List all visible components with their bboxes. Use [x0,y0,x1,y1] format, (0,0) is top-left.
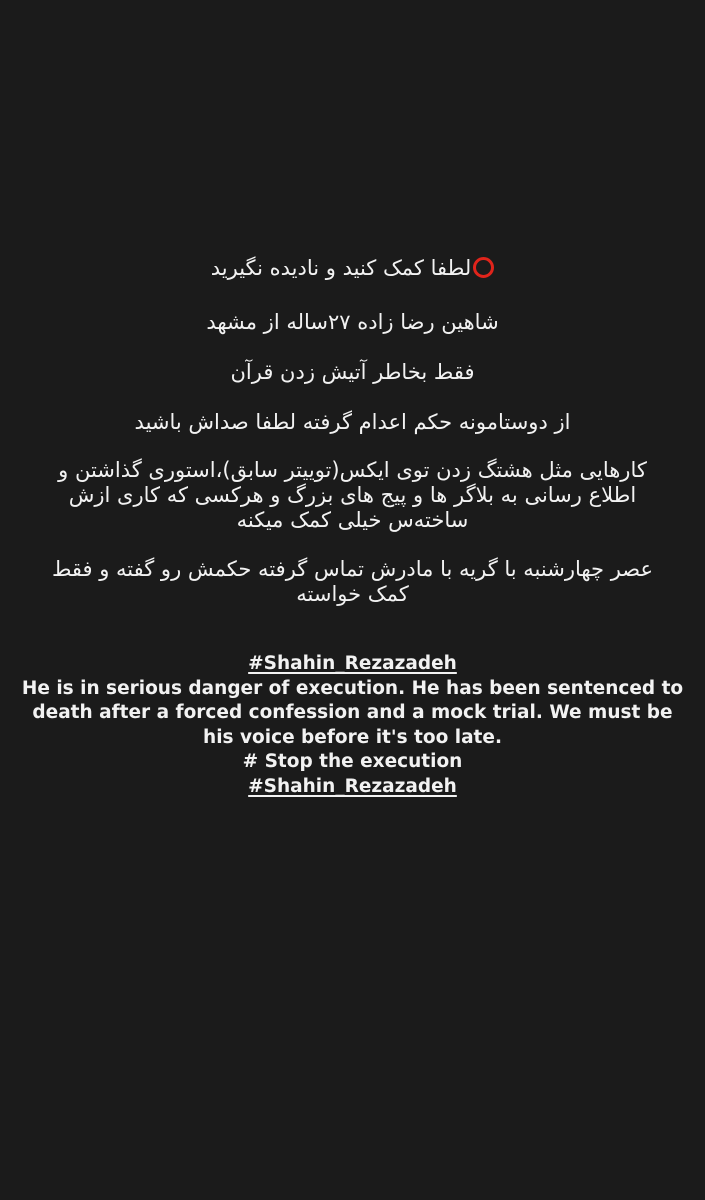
call-paragraph [30,557,675,607]
reason-text: فقط بخاطر آتیش زدن قرآن [230,360,475,384]
red-circle-icon [473,257,494,278]
plea-line [30,256,675,281]
actions-paragraph [30,458,675,533]
call-line: کمک خواسته [296,582,409,606]
actions-line: ساخته‌س خیلی کمک میکنه [236,508,469,532]
stop-execution-line: # Stop the execution [242,751,463,772]
hashtag-link-top[interactable]: #Shahin_Rezazadeh [248,653,457,674]
identity-line [30,310,675,335]
actions-line: کارهایی مثل هشتگ زدن توی ایکس(توییتر سابق)،استوری گذاشتن و [58,458,647,482]
english-line: his voice before it's too late. [203,726,502,748]
hashtag-link-bottom[interactable]: #Shahin_Rezazadeh [248,775,457,797]
sentence-line [30,410,675,435]
plea-text: لطفا کمک کنید و نادیده نگیرید [210,256,472,280]
english-line: death after a forced confession and a mock trial. We must be [32,702,673,723]
plea-text-row [30,256,675,281]
call-line: عصر چهارشنبه با گریه با مادرش تماس گرفته حکمش رو گفته و فقط [51,557,654,581]
actions-line: اطلاع رسانی به بلاگر ها و پیج های بزرگ و هرکسی که کاری ازش [68,483,637,507]
english-message [20,652,685,799]
sentence-text: از دوستامونه حکم اعدام گرفته لطفا صداش باشید [134,410,571,434]
hashtag-row-bottom [20,775,685,800]
english-line: He is in serious danger of execution. He has been sentenced to [21,677,684,699]
hashtag-row-top [20,652,685,677]
reason-line [30,360,675,385]
identity-text: شاهین رضا زاده ۲۷ساله از مشهد [206,310,499,334]
